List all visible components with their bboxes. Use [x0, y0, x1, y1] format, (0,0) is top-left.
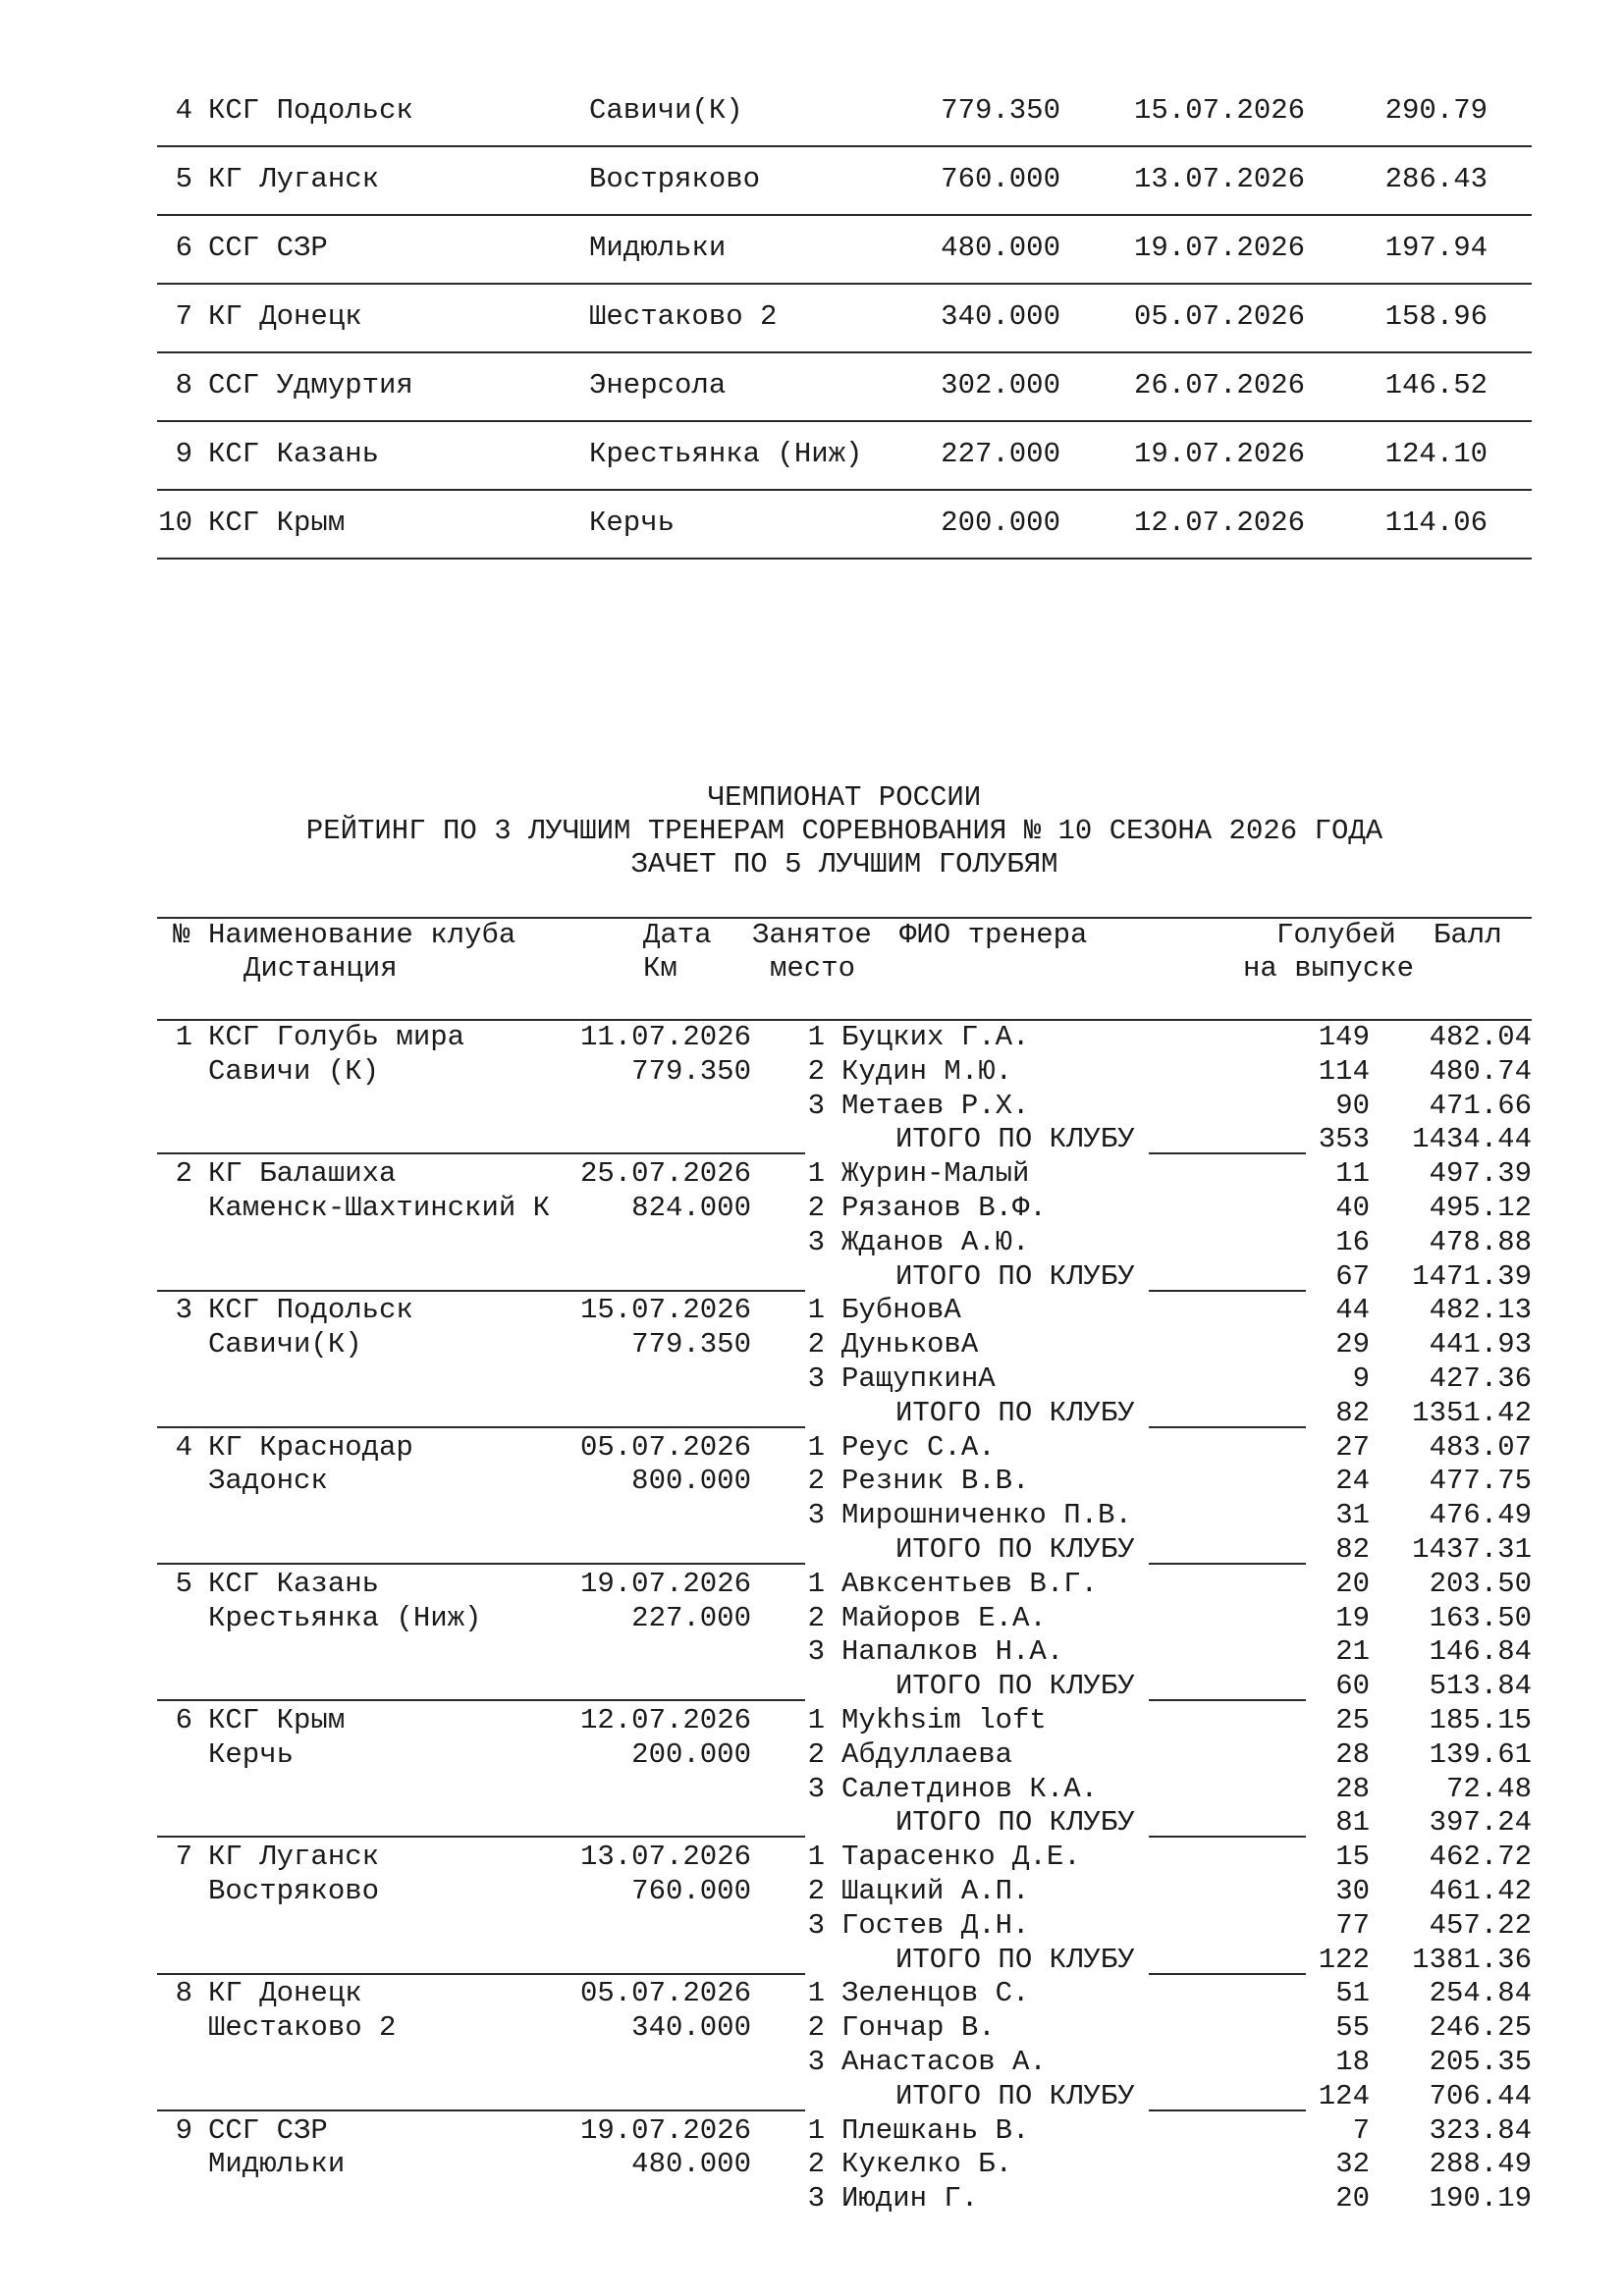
- trainer-name: Буцких Г.А.: [841, 1021, 1030, 1053]
- total-underline: [1149, 1290, 1306, 1292]
- pigeon-count: 51: [1335, 1977, 1370, 2010]
- col-club: Наименование клуба: [208, 919, 516, 951]
- col-date: Дата: [643, 919, 712, 951]
- pigeon-count: 77: [1335, 1908, 1370, 1942]
- total-underline: [1149, 1563, 1306, 1565]
- club-name: КСГ Крым: [208, 507, 346, 539]
- release-place: Крестьянка (Ниж): [589, 438, 863, 470]
- club-total-label: ИТОГО ПО КЛУБУ: [895, 1806, 1135, 1840]
- club-name: КСГ Подольск: [208, 1294, 413, 1327]
- col-num: №: [173, 919, 190, 951]
- trainer-name: Напалков Н.А.: [841, 1635, 1064, 1669]
- row-divider: [157, 420, 1532, 422]
- club-name: ССГ СЗР: [208, 2113, 328, 2147]
- trainer-name: Шацкий А.П.: [841, 1875, 1030, 1907]
- club-total-score: 1471.39: [1412, 1259, 1532, 1293]
- club-name: КГ Донецк: [208, 300, 362, 333]
- pigeon-count: 11: [1335, 1157, 1370, 1191]
- club-total-score: 706.44: [1429, 2079, 1532, 2112]
- trainer-rank: 3: [807, 1362, 825, 1395]
- score: 158.96: [1384, 300, 1488, 333]
- trainer-rank: 2: [807, 1054, 825, 1088]
- trainer-rank: 3: [807, 1499, 825, 1532]
- club-total-pigeons: 124: [1318, 2079, 1370, 2112]
- pigeon-count: 90: [1335, 1089, 1370, 1122]
- col-km: Км: [643, 952, 677, 985]
- trainer-rank: 1: [807, 1977, 825, 2010]
- club-total-label: ИТОГО ПО КЛУБУ: [895, 1533, 1135, 1566]
- club-total-pigeons: 81: [1335, 1806, 1370, 1840]
- club-total-pigeons: 60: [1335, 1670, 1370, 1703]
- trainer-rank: 1: [807, 1294, 825, 1327]
- release-place: Энерсола: [589, 369, 727, 401]
- distance-km: 200.000: [631, 1737, 751, 1771]
- club-name: КГ Донецк: [208, 1977, 362, 2010]
- trainer-rank: 1: [807, 1021, 825, 1053]
- block-divider: [157, 1426, 805, 1428]
- trainer-name: Майоров Е.А.: [841, 1601, 1047, 1634]
- club-name: КГ Луганск: [208, 1841, 380, 1874]
- total-underline: [1149, 1699, 1306, 1701]
- score: 114.06: [1384, 507, 1488, 539]
- pigeon-count: 18: [1335, 2046, 1370, 2078]
- club-total-label: ИТОГО ПО КЛУБУ: [895, 1123, 1135, 1156]
- release-place: Мидюльки: [208, 2148, 346, 2181]
- pigeon-count: 27: [1335, 1430, 1370, 1464]
- row-number: 4: [175, 94, 192, 127]
- club-total-score: 1437.31: [1412, 1533, 1532, 1566]
- trainer-name: РащупкинА: [841, 1362, 996, 1395]
- block-divider: [157, 1699, 805, 1701]
- club-name: ССГ СЗР: [208, 232, 328, 264]
- distance-km: 760.000: [631, 1875, 751, 1907]
- trainer-rank: 3: [807, 1089, 825, 1122]
- pigeon-count: 24: [1335, 1465, 1370, 1498]
- total-underline: [1149, 1426, 1306, 1428]
- trainer-score: 139.61: [1429, 1737, 1532, 1771]
- trainer-score: 254.84: [1429, 1977, 1532, 2010]
- distance-km: 779.350: [631, 1054, 751, 1088]
- club-total-pigeons: 353: [1318, 1123, 1370, 1156]
- club-number: 7: [175, 1841, 192, 1874]
- trainer-name: Анастасов А.: [841, 2046, 1047, 2078]
- release-date: 26.07.2026: [1134, 369, 1306, 401]
- release-place: Востряково: [589, 163, 761, 195]
- trainer-name: Гостев Д.Н.: [841, 1908, 1030, 1942]
- trainer-name: Салетдинов К.А.: [841, 1772, 1099, 1805]
- release-date: 25.07.2026: [579, 1157, 751, 1191]
- championship-title: ЧЕМПИОНАТ РОССИИ: [707, 781, 982, 814]
- release-place: Каменск-Шахтинский К: [208, 1192, 551, 1224]
- trainer-rank: 3: [807, 1225, 825, 1258]
- distance-km: 340.000: [941, 300, 1060, 333]
- trainer-score: 190.19: [1429, 2182, 1532, 2216]
- pigeon-count: 25: [1335, 1704, 1370, 1736]
- distance-km: 800.000: [631, 1465, 751, 1498]
- trainer-score: 482.04: [1429, 1021, 1532, 1053]
- distance-km: 480.000: [941, 232, 1060, 264]
- row-divider: [157, 351, 1532, 353]
- pigeon-count: 28: [1335, 1737, 1370, 1771]
- trainer-rank: 2: [807, 1737, 825, 1771]
- trainer-rank: 1: [807, 1567, 825, 1600]
- block-divider: [157, 1290, 805, 1292]
- trainer-rank: 2: [807, 1601, 825, 1634]
- trainer-score: 163.50: [1429, 1601, 1532, 1634]
- club-name: КСГ Казань: [208, 438, 380, 470]
- score: 290.79: [1384, 94, 1488, 127]
- club-total-pigeons: 67: [1335, 1259, 1370, 1293]
- row-number: 5: [175, 163, 192, 195]
- distance-km: 227.000: [631, 1601, 751, 1634]
- trainer-name: Зеленцов С.: [841, 1977, 1030, 2010]
- trainer-score: 476.49: [1429, 1499, 1532, 1532]
- pigeon-count: 28: [1335, 1772, 1370, 1805]
- block-divider: [157, 2109, 805, 2111]
- trainer-rank: 3: [807, 1772, 825, 1805]
- trainer-name: Реус С.А.: [841, 1430, 996, 1464]
- club-total-label: ИТОГО ПО КЛУБУ: [895, 2079, 1135, 2112]
- row-divider: [157, 489, 1532, 491]
- pigeon-count: 29: [1335, 1328, 1370, 1362]
- score: 124.10: [1384, 438, 1488, 470]
- pigeon-count: 31: [1335, 1499, 1370, 1532]
- trainer-score: 483.07: [1429, 1430, 1532, 1464]
- row-divider: [157, 558, 1532, 560]
- trainer-name: ДуньковА: [841, 1328, 979, 1362]
- trainer-score: 323.84: [1429, 2113, 1532, 2147]
- row-number: 8: [175, 369, 192, 401]
- trainer-score: 205.35: [1429, 2046, 1532, 2078]
- row-number: 9: [175, 438, 192, 470]
- trainer-score: 477.75: [1429, 1465, 1532, 1498]
- trainer-rank: 2: [807, 1192, 825, 1224]
- release-place: Савичи(К): [589, 94, 743, 127]
- trainer-name: Мирошниченко П.В.: [841, 1499, 1132, 1532]
- club-total-score: 1434.44: [1412, 1123, 1532, 1156]
- trainer-score: 185.15: [1429, 1704, 1532, 1736]
- trainer-name: Абдуллаева: [841, 1737, 1013, 1771]
- release-date: 05.07.2026: [579, 1430, 751, 1464]
- distance-km: 480.000: [631, 2148, 751, 2181]
- club-total-label: ИТОГО ПО КЛУБУ: [895, 1259, 1135, 1293]
- trainer-rank: 1: [807, 1704, 825, 1736]
- release-date: 05.07.2026: [1134, 300, 1306, 333]
- distance-km: 200.000: [941, 507, 1060, 539]
- club-total-pigeons: 82: [1335, 1396, 1370, 1429]
- trainer-score: 146.84: [1429, 1635, 1532, 1669]
- trainer-rank: 1: [807, 1157, 825, 1191]
- trainer-score: 427.36: [1429, 1362, 1532, 1395]
- club-number: 2: [175, 1157, 192, 1191]
- col-distance: Дистанция: [244, 952, 398, 985]
- distance-km: 760.000: [941, 163, 1060, 195]
- distance-km: 824.000: [631, 1192, 751, 1224]
- release-date: 13.07.2026: [579, 1841, 751, 1874]
- release-place: Шестаково 2: [208, 2011, 397, 2045]
- distance-km: 779.350: [631, 1328, 751, 1362]
- club-total-pigeons: 122: [1318, 1943, 1370, 1976]
- pigeon-count: 20: [1335, 1567, 1370, 1600]
- trainer-rank: 1: [807, 1841, 825, 1874]
- trainer-name: БубновА: [841, 1294, 961, 1327]
- row-number: 6: [175, 232, 192, 264]
- club-name: КСГ Крым: [208, 1704, 346, 1736]
- total-underline: [1149, 1152, 1306, 1154]
- release-place: Крестьянка (Ниж): [208, 1601, 482, 1634]
- pigeon-count: 21: [1335, 1635, 1370, 1669]
- pigeon-count: 9: [1352, 1362, 1370, 1395]
- club-name: КГ Балашиха: [208, 1157, 397, 1191]
- release-date: 05.07.2026: [579, 1977, 751, 2010]
- release-date: 13.07.2026: [1134, 163, 1306, 195]
- row-number: 7: [175, 300, 192, 333]
- club-total-label: ИТОГО ПО КЛУБУ: [895, 1396, 1135, 1429]
- pigeon-count: 114: [1318, 1054, 1370, 1088]
- club-number: 8: [175, 1977, 192, 2010]
- trainer-name: Кукелко Б.: [841, 2148, 1013, 2181]
- release-date: 12.07.2026: [1134, 507, 1306, 539]
- rating-title: РЕЙТИНГ ПО 3 ЛУЧШИМ ТРЕНЕРАМ СОРЕВНОВАНИЯ № 10 СЕЗОНА 2026 ГОДА: [305, 815, 1383, 847]
- release-date: 19.07.2026: [1134, 438, 1306, 470]
- trainer-score: 478.88: [1429, 1225, 1532, 1258]
- trainer-score: 461.42: [1429, 1875, 1532, 1907]
- col-rank: Занятое: [752, 919, 872, 951]
- trainer-name: Тарасенко Д.Е.: [841, 1841, 1081, 1874]
- release-date: 11.07.2026: [579, 1021, 751, 1053]
- trainer-rank: 2: [807, 1328, 825, 1362]
- release-place: Савичи(К): [208, 1328, 362, 1362]
- scoring-subtitle: ЗАЧЕТ ПО 5 ЛУЧШИМ ГОЛУБЯМ: [630, 848, 1058, 881]
- pigeon-count: 7: [1352, 2113, 1370, 2147]
- row-number: 10: [158, 507, 192, 539]
- distance-km: 302.000: [941, 369, 1060, 401]
- col-trainer: ФИО тренера: [899, 919, 1088, 951]
- club-number: 3: [175, 1294, 192, 1327]
- trainer-rank: 1: [807, 2113, 825, 2147]
- trainer-rank: 2: [807, 1875, 825, 1907]
- trainer-rank: 2: [807, 2148, 825, 2181]
- trainer-score: 203.50: [1429, 1567, 1532, 1600]
- release-place: Керчь: [589, 507, 676, 539]
- pigeon-count: 32: [1335, 2148, 1370, 2181]
- trainer-score: 246.25: [1429, 2011, 1532, 2045]
- trainer-name: Июдин Г.: [841, 2182, 979, 2216]
- trainer-score: 497.39: [1429, 1157, 1532, 1191]
- release-date: 15.07.2026: [579, 1294, 751, 1327]
- row-divider: [157, 283, 1532, 285]
- block-divider: [157, 1973, 805, 1975]
- trainer-rank: 2: [807, 1465, 825, 1498]
- club-number: 5: [175, 1567, 192, 1600]
- club-name: КГ Луганск: [208, 163, 380, 195]
- distance-km: 227.000: [941, 438, 1060, 470]
- release-place: Керчь: [208, 1737, 295, 1771]
- block-divider: [157, 1836, 805, 1838]
- trainer-score: 462.72: [1429, 1841, 1532, 1874]
- trainer-rank: 1: [807, 1430, 825, 1464]
- release-place: Задонск: [208, 1465, 328, 1498]
- total-underline: [1149, 1973, 1306, 1975]
- club-number: 4: [175, 1430, 192, 1464]
- pigeon-count: 15: [1335, 1841, 1370, 1874]
- trainer-name: Плешкань В.: [841, 2113, 1030, 2147]
- trainer-name: Резник В.В.: [841, 1465, 1030, 1498]
- club-name: КСГ Казань: [208, 1567, 380, 1600]
- release-date: 19.07.2026: [579, 2113, 751, 2147]
- pigeon-count: 19: [1335, 1601, 1370, 1634]
- trainer-score: 471.66: [1429, 1089, 1532, 1122]
- trainer-rank: 3: [807, 1908, 825, 1942]
- club-total-score: 513.84: [1429, 1670, 1532, 1703]
- trainer-name: Журин-Малый: [841, 1157, 1030, 1191]
- club-total-score: 397.24: [1429, 1806, 1532, 1840]
- release-place: Мидюльки: [589, 232, 727, 264]
- club-total-score: 1351.42: [1412, 1396, 1532, 1429]
- release-place: Востряково: [208, 1875, 380, 1907]
- pigeon-count: 20: [1335, 2182, 1370, 2216]
- club-name: КСГ Голубь мира: [208, 1021, 465, 1053]
- club-total-score: 1381.36: [1412, 1943, 1532, 1976]
- club-name: КГ Краснодар: [208, 1430, 413, 1464]
- trainer-score: 457.22: [1429, 1908, 1532, 1942]
- block-divider: [157, 1563, 805, 1565]
- score: 286.43: [1384, 163, 1488, 195]
- pigeon-count: 44: [1335, 1294, 1370, 1327]
- club-total-label: ИТОГО ПО КЛУБУ: [895, 1670, 1135, 1703]
- trainer-score: 72.48: [1445, 1772, 1532, 1805]
- trainer-name: Mykhsim loft: [841, 1704, 1047, 1736]
- release-date: 19.07.2026: [1134, 232, 1306, 264]
- row-divider: [157, 145, 1532, 147]
- trainer-name: Жданов А.Ю.: [841, 1225, 1030, 1258]
- distance-km: 779.350: [941, 94, 1060, 127]
- club-number: 6: [175, 1704, 192, 1736]
- release-place: Савичи (К): [208, 1054, 380, 1088]
- pigeon-count: 16: [1335, 1225, 1370, 1258]
- club-total-label: ИТОГО ПО КЛУБУ: [895, 1943, 1135, 1976]
- pigeon-count: 40: [1335, 1192, 1370, 1224]
- trainer-name: Метаев Р.Х.: [841, 1089, 1030, 1122]
- release-date: 19.07.2026: [579, 1567, 751, 1600]
- club-name: ССГ Удмуртия: [208, 369, 413, 401]
- trainer-score: 441.93: [1429, 1328, 1532, 1362]
- col-score: Балл: [1434, 919, 1502, 951]
- block-divider: [157, 1152, 805, 1154]
- trainer-rank: 3: [807, 2046, 825, 2078]
- trainer-score: 288.49: [1429, 2148, 1532, 2181]
- club-name: КСГ Подольск: [208, 94, 413, 127]
- col-pigeons-2: на выпуске: [1243, 952, 1415, 985]
- club-number: 9: [175, 2113, 192, 2147]
- trainer-score: 482.13: [1429, 1294, 1532, 1327]
- pigeon-count: 30: [1335, 1875, 1370, 1907]
- trainer-score: 495.12: [1429, 1192, 1532, 1224]
- total-underline: [1149, 1836, 1306, 1838]
- distance-km: 340.000: [631, 2011, 751, 2045]
- trainer-name: Авксентьев В.Г.: [841, 1567, 1099, 1600]
- trainer-rank: 3: [807, 2182, 825, 2216]
- trainer-score: 480.74: [1429, 1054, 1532, 1088]
- release-date: 15.07.2026: [1134, 94, 1306, 127]
- pigeon-count: 55: [1335, 2011, 1370, 2045]
- trainer-rank: 3: [807, 1635, 825, 1669]
- row-divider: [157, 214, 1532, 216]
- col-rank-2: место: [770, 952, 856, 985]
- score: 146.52: [1384, 369, 1488, 401]
- club-number: 1: [175, 1021, 192, 1053]
- trainer-name: Рязанов В.Ф.: [841, 1192, 1047, 1224]
- score: 197.94: [1384, 232, 1488, 264]
- col-pigeons: Голубей: [1276, 919, 1396, 951]
- release-date: 12.07.2026: [579, 1704, 751, 1736]
- release-place: Шестаково 2: [589, 300, 778, 333]
- trainer-name: Кудин М.Ю.: [841, 1054, 1013, 1088]
- pigeon-count: 149: [1318, 1021, 1370, 1053]
- total-underline: [1149, 2109, 1306, 2111]
- club-total-pigeons: 82: [1335, 1533, 1370, 1566]
- trainer-name: Гончар В.: [841, 2011, 996, 2045]
- trainer-rank: 2: [807, 2011, 825, 2045]
